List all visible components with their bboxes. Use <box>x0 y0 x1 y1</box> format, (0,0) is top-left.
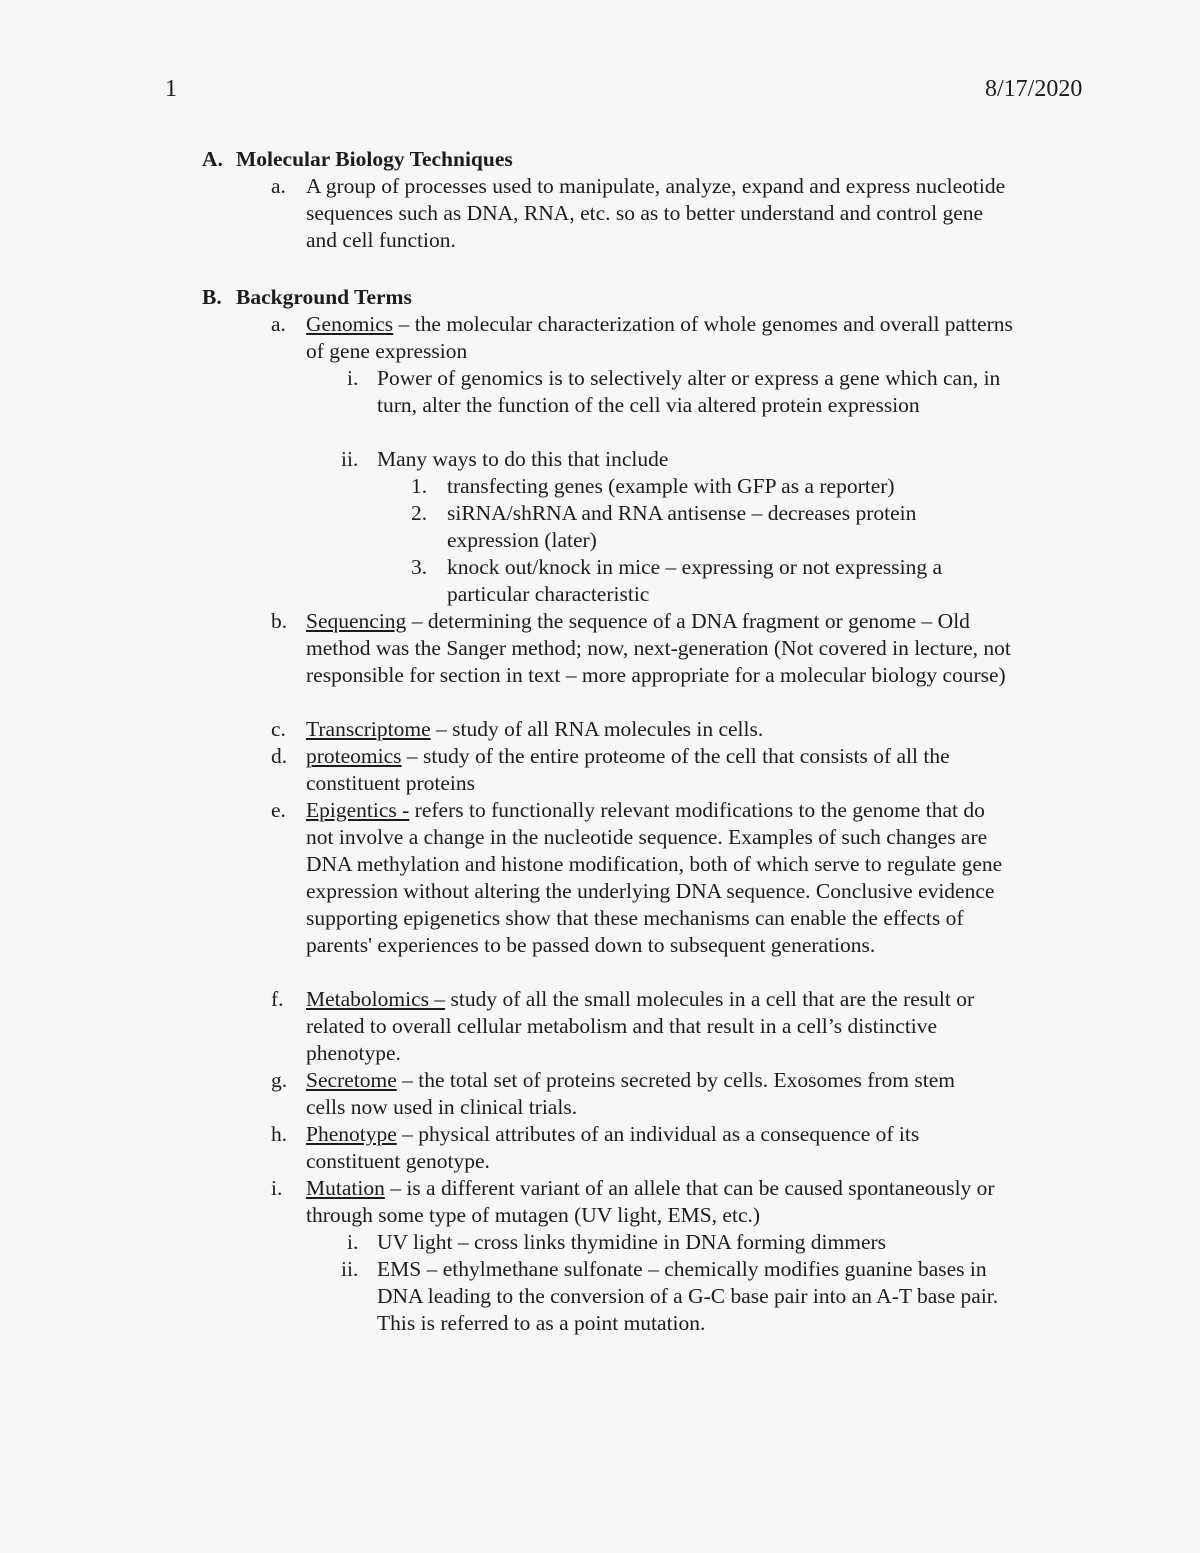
term-transcriptome: Transcriptome <box>306 717 431 741</box>
term-proteomics: proteomics <box>306 744 402 768</box>
term-sequencing: Sequencing <box>306 609 407 633</box>
section-b-title: Background Terms <box>236 285 412 309</box>
term-mutation: Mutation <box>306 1176 385 1200</box>
term-genomics: Genomics <box>306 312 394 336</box>
term-secretome: Secretome <box>306 1068 397 1092</box>
term-metabolomics: Metabolomics – <box>306 987 446 1011</box>
page-date: 8/17/2020 <box>985 76 1083 102</box>
term-epigenetics: Epigentics - <box>306 798 410 822</box>
page-number: 1 <box>165 76 177 102</box>
section-a-item-text: A group of processes used to manipulate, analyze, expand and express nucleotide sequences such as DNA, RNA, etc. so as to better understand and control gene and cell function. <box>306 174 1006 252</box>
section-a-title: Molecular Biology Techniques <box>236 147 513 171</box>
section-a-label: A. <box>202 147 223 171</box>
document-page: 1 8/17/2020 A. Molecular Biology Techniques a. A group of processes used to manipulate, analyze, expand and express nucleotide sequences such as DNA, RNA, etc. so as to better understand and control gene and cell function. B. Background Terms a. Genomics – the molecular characterization of whole genomes and overall patterns of gene expression i. Power of genomics is to selectively alter or express a gene which can, in turn, alter the function of the cell via altered protein expression ii. Many ways to do this that include 1. transfecting genes (example with GFP as a reporter) 2. siRNA/shRNA and RNA antisense – decreases protein expression (later) 3. knock out/knock in mice – expressing or not expressing a particular characteristic b. Sequencing – determining the sequence of a DNA fragment or genome – Old method was the Sanger method; now, next-generation (Not covered in lecture, not responsible for section in text – more appropriate for a molecular biology course) c. Transcriptome – study of all RNA molecules in cells. d. proteomics – study of the entire proteome of the cell that consists of all the constituent proteins e. Epigentics - refers to functionally relevant modifications to the genome that do not involve a change in the nucleotide sequence. Examples of such changes are DNA methylation and histone modification, both of which serve to regulate gene expression without altering the underlying DNA sequence. Conclusive evidence supporting epigenetics show that these mechanisms can enable the effects of parents' experiences to be passed down to subsequent generations. f. Metabolomics – study of all the small molecules in a cell that are the result or related to overall cellular metabolism and that result in a cell’s distinctive phenotype. g. Secretome – the total set of proteins secreted by cells. Exosomes from stem cells now used in clinical trials. h. Phenotype – physical attributes of an individual as a consequence of its constituent genotype. i. Mutation – is a different variant of an allele that can be caused spontaneously or through some type of mutagen (UV light, EMS, etc.) i. UV light – cross links thymidine in DNA forming dimmers ii. EMS – ethylmethane sulfonate – chemically modifies guanine bases in DNA leading to the conversion of a G-C base pair into an A-T base pair. This is referred to as a point mutation. <box>165 76 1083 1335</box>
term-phenotype: Phenotype <box>306 1122 397 1146</box>
section-b-label: B. <box>202 285 222 309</box>
